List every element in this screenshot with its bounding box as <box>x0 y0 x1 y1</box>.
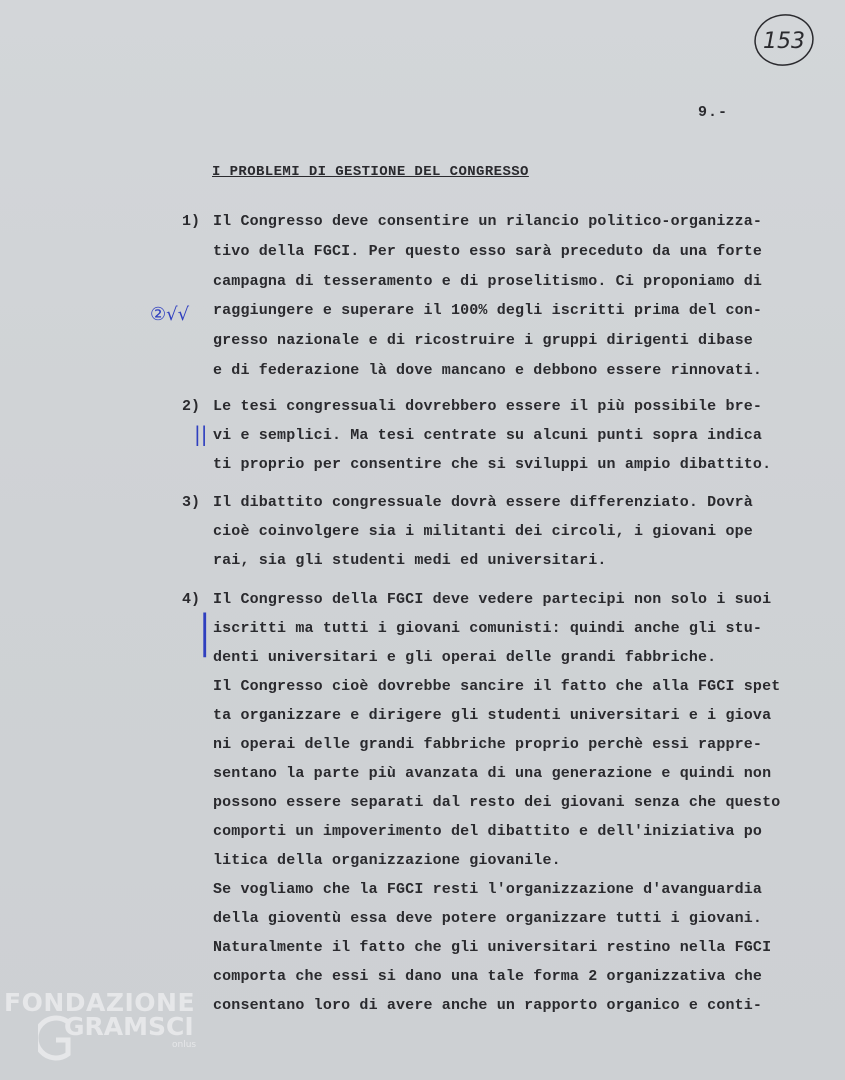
point-number: 2) <box>182 398 201 415</box>
stamp-circle-icon <box>752 8 816 72</box>
text-line: Se vogliamo che la FGCI resti l'organizzazione d'avanguardia <box>213 881 763 898</box>
text-line: della gioventù essa deve potere organizzare tutti i giovani. <box>213 910 763 927</box>
point-number: 3) <box>182 494 201 511</box>
text-line: vi e semplici. Ma tesi centrate su alcuni punti sopra indica <box>213 427 763 444</box>
watermark-onlus: onlus <box>172 1040 197 1050</box>
text-line: sentano la parte più avanzata di una generazione e quindi non <box>213 765 772 782</box>
text-line: ta organizzare e dirigere gli studenti universitari e i giova <box>213 707 772 724</box>
text-line: Naturalmente il fatto che gli universitari restino nella FGCI <box>213 939 772 956</box>
point-number: 4) <box>182 591 201 608</box>
archive-stamp <box>752 8 816 72</box>
text-line: denti universitari e gli operai delle grandi fabbriche. <box>213 649 717 666</box>
text-line: gresso nazionale e di ricostruire i gruppi dirigenti dibase <box>213 332 753 349</box>
text-line: Le tesi congressuali dovrebbero essere il più possibile bre- <box>213 398 763 415</box>
text-line: iscritti ma tutti i giovani comunisti: quindi anche gli stu- <box>213 620 763 637</box>
section-title: I PROBLEMI DI GESTIONE DEL CONGRESSO <box>212 164 529 180</box>
text-line: Il Congresso cioè dovrebbe sancire il fatto che alla FGCI spet <box>213 678 781 695</box>
text-line: Il Congresso della FGCI deve vedere partecipi non solo i suoi <box>213 591 772 608</box>
text-line: possono essere separati dal resto dei giovani senza che questo <box>213 794 781 811</box>
margin-note-bars: || <box>194 422 208 446</box>
text-line: ti proprio per consentire che si sviluppi un ampio dibattito. <box>213 456 772 473</box>
point-number: 1) <box>182 213 201 230</box>
stamp-number: 153 <box>763 29 805 54</box>
text-line: comporta che essi si dano una tale forma 2 organizzativa che <box>213 968 763 985</box>
margin-note-line: | <box>199 606 211 658</box>
text-line: rai, sia gli studenti medi ed universitari. <box>213 552 607 569</box>
page-number: 9.- <box>698 104 729 121</box>
margin-note-check: ②√√ <box>150 304 190 325</box>
text-line: campagna di tesseramento e di proselitismo. Ci proponiamo di <box>213 273 763 290</box>
watermark-line2: GRAMSCI <box>64 1012 194 1041</box>
text-line: Il dibattito congressuale dovrà essere differenziato. Dovrà <box>213 494 753 511</box>
text-line: comporti un impoverimento del dibattito e dell'iniziativa po <box>213 823 763 840</box>
text-line: tivo della FGCI. Per questo esso sarà preceduto da una forte <box>213 243 763 260</box>
text-line: raggiungere e superare il 100% degli iscritti prima del con- <box>213 302 763 319</box>
watermark-g-icon <box>38 1012 74 1064</box>
text-line: Il Congresso deve consentire un rilancio politico-organizza- <box>213 213 763 230</box>
text-line: cioè coinvolgere sia i militanti dei circoli, i giovani ope <box>213 523 753 540</box>
text-line: litica della organizzazione giovanile. <box>213 852 561 869</box>
text-line: ni operai delle grandi fabbriche proprio perchè essi rappre- <box>213 736 763 753</box>
fondazione-gramsci-watermark <box>4 988 214 1078</box>
text-line: e di federazione là dove mancano e debbono essere rinnovati. <box>213 362 763 379</box>
watermark-line1: FONDAZIONE <box>4 988 196 1017</box>
text-line: consentano loro di avere anche un rapporto organico e conti- <box>213 997 763 1014</box>
